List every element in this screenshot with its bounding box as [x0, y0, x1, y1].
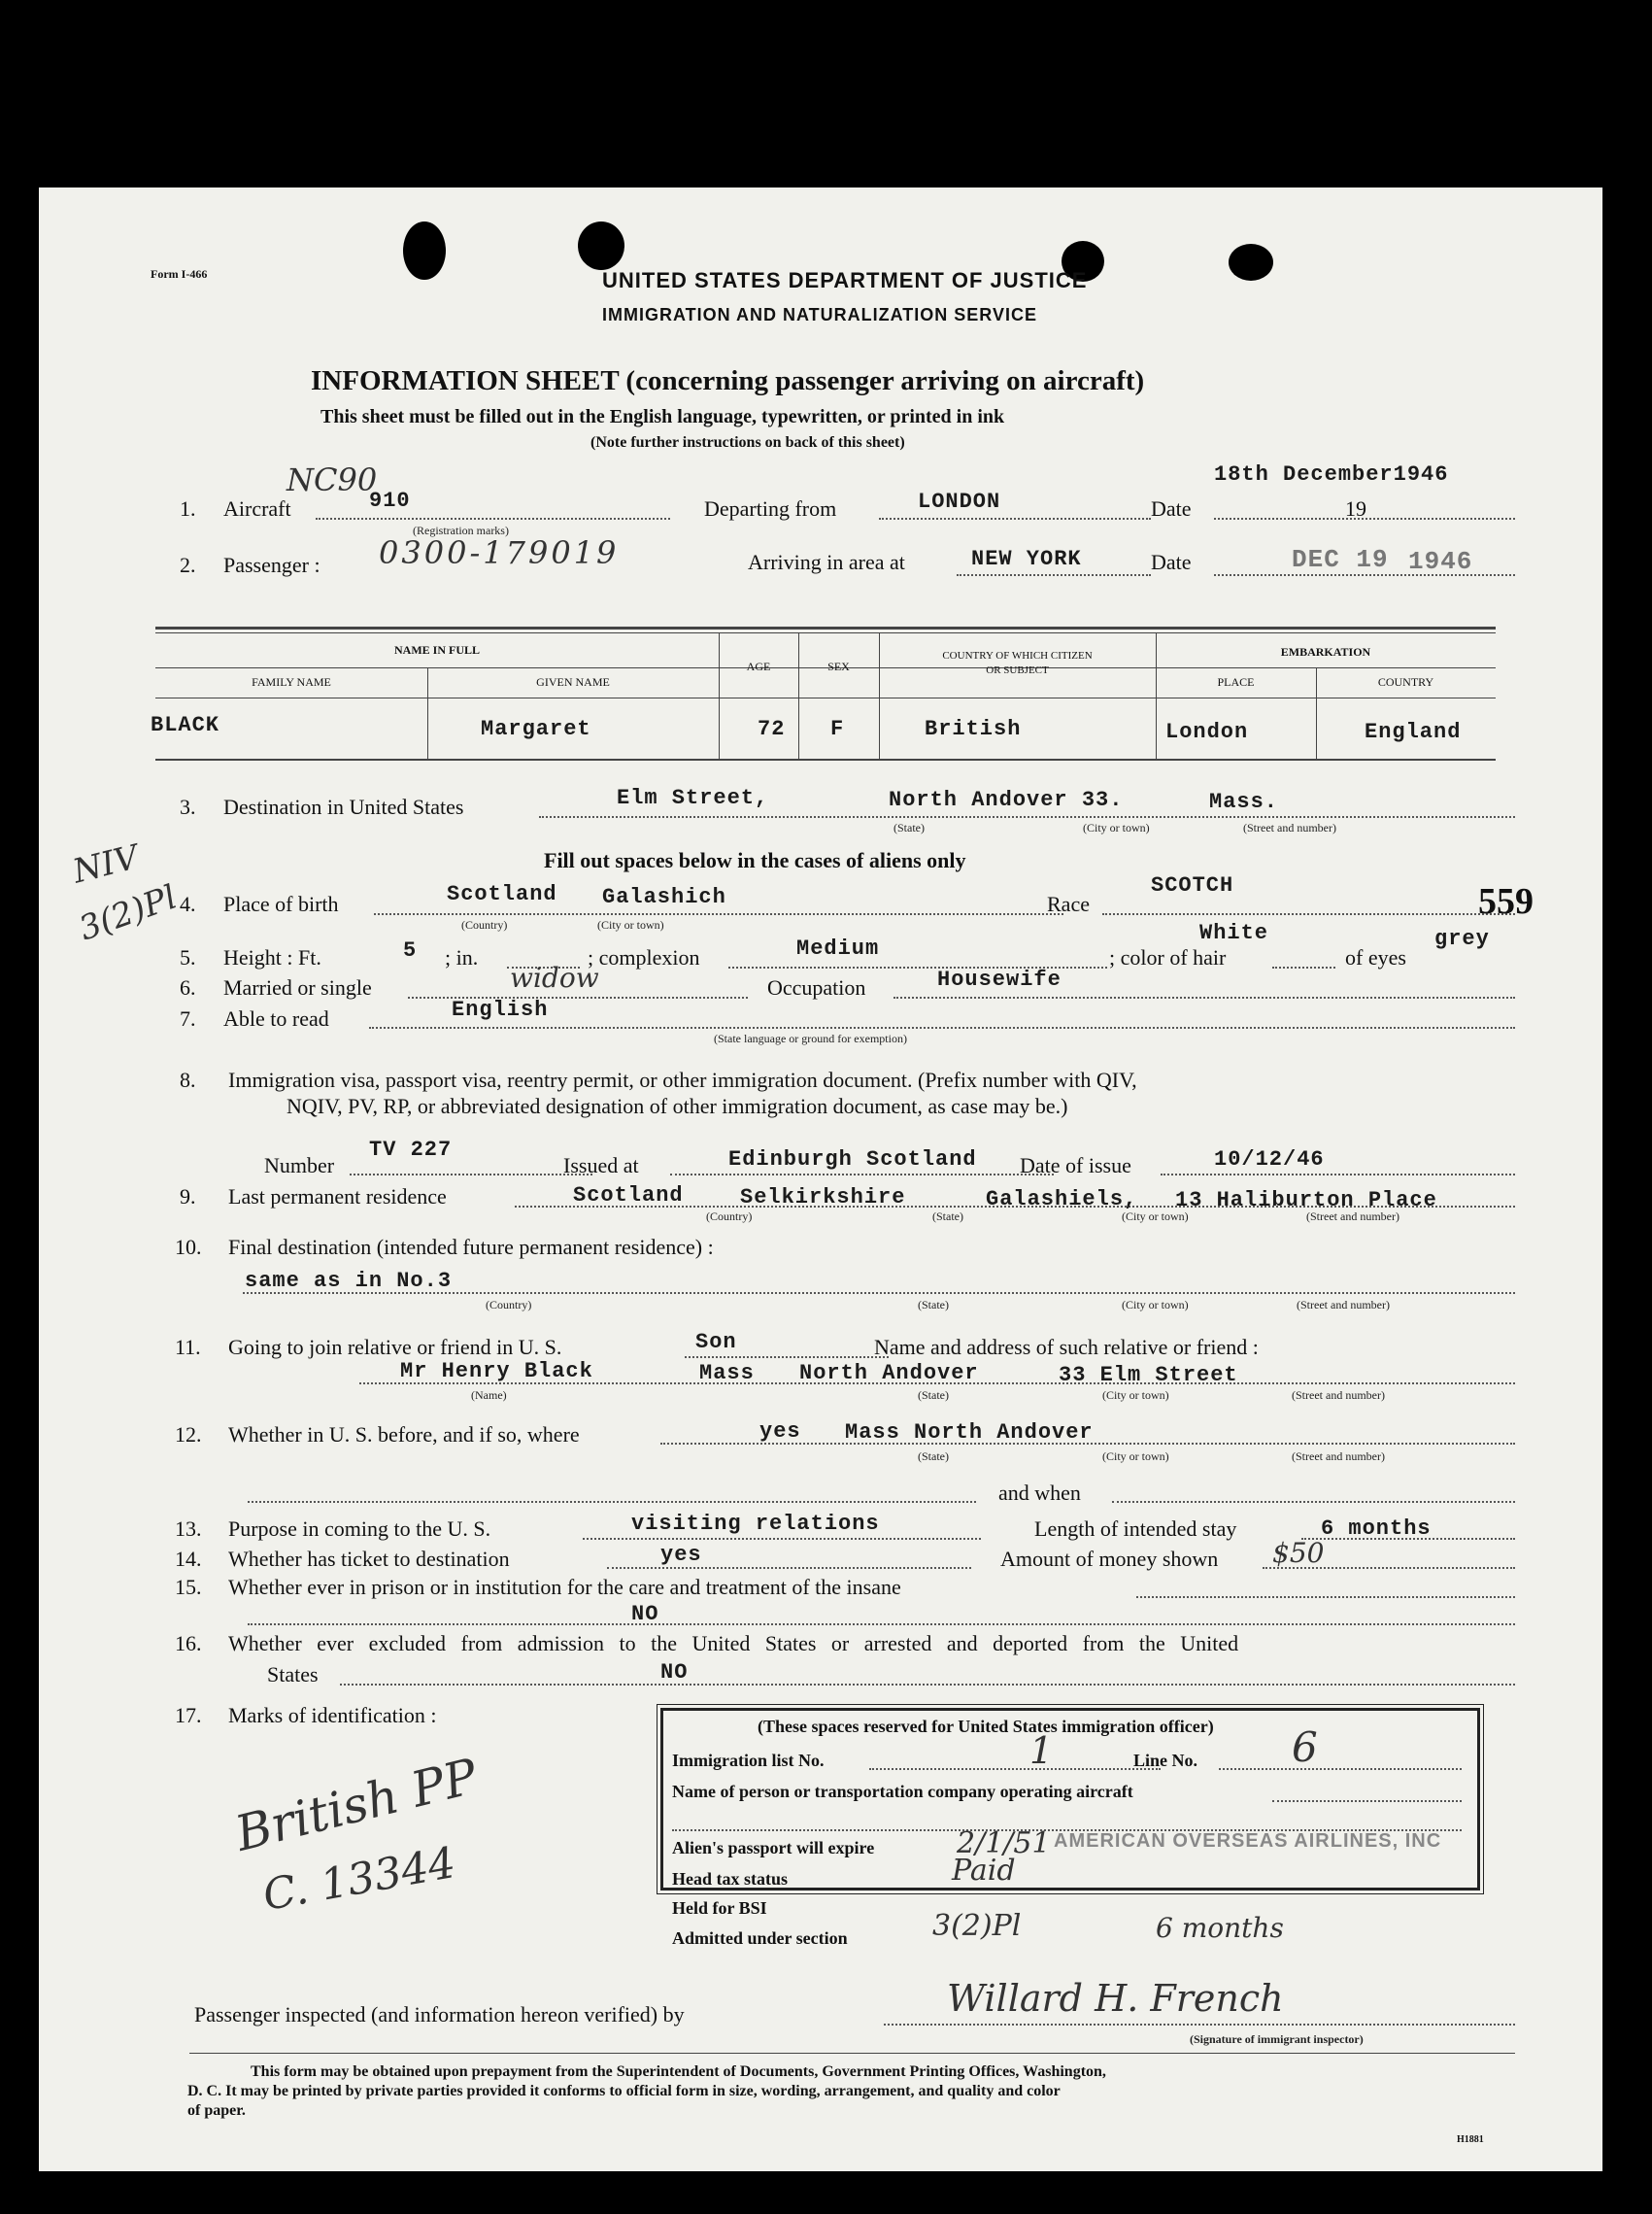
before-label: Whether in U. S. before, and if so, where	[228, 1422, 580, 1447]
service-heading: IMMIGRATION AND NATURALIZATION SERVICE	[602, 305, 1037, 324]
aliens-only-heading: Fill out spaces below in the cases of aliens only	[544, 848, 966, 872]
prison-label: Whether ever in prison or in institution for the care and treatment of the insane	[228, 1575, 901, 1599]
reg-marks-caption: (Registration marks)	[413, 524, 509, 537]
company-label: Name of person or transportation company operating aircraft	[672, 1782, 1133, 1801]
date-issue-value: 10/12/46	[1214, 1147, 1325, 1172]
col-country: COUNTRY	[1377, 675, 1434, 689]
departing-value: LONDON	[918, 490, 1001, 514]
marks-label: Marks of identification :	[228, 1703, 437, 1727]
hair-value: White	[1199, 921, 1269, 945]
name-addr-label: Name and address of such relative or friend :	[874, 1335, 1259, 1359]
country-caption: (Country)	[706, 1209, 753, 1223]
date-label: Date	[1151, 496, 1192, 521]
dest-street: Elm Street,	[617, 786, 769, 810]
passenger-number: 0300-179019	[379, 534, 620, 571]
ticket-label: Whether has ticket to destination	[228, 1547, 510, 1571]
punch-hole	[578, 221, 624, 270]
married-label: Married or single	[223, 975, 372, 1000]
state-caption: (State)	[918, 1298, 949, 1311]
res-state: Selkirkshire	[740, 1185, 906, 1209]
cell-sex: F	[830, 717, 845, 741]
city-caption: (City or town)	[1083, 821, 1150, 835]
birth-city: Galashich	[602, 885, 726, 909]
col-name-in-full: NAME IN FULL	[393, 643, 480, 657]
item-number: 10.	[175, 1235, 202, 1259]
form-number: Form I-466	[151, 267, 208, 281]
col-citizen: COUNTRY OF WHICH CITIZEN	[942, 650, 1093, 662]
line-no-label: Line No.	[1133, 1751, 1198, 1770]
purpose-label: Purpose in coming to the U. S.	[228, 1516, 491, 1541]
married-value: widow	[510, 962, 599, 994]
city-caption: (City or town)	[1122, 1298, 1189, 1311]
issued-label: Issued at	[563, 1153, 639, 1177]
street-caption: (Street and number)	[1243, 821, 1336, 835]
visa-text-1: Immigration visa, passport visa, reentry permit, or other immigration document. (Prefix number with QIV,	[228, 1068, 1137, 1092]
passenger-label: Passenger :	[223, 553, 320, 577]
relative-street: 33 Elm Street	[1059, 1363, 1238, 1387]
head-tax-value: Paid	[952, 1854, 1016, 1888]
margin-note-section: 3(2)Pl	[74, 877, 183, 949]
money-value: $50	[1272, 1537, 1325, 1569]
in-label: ; in.	[445, 945, 479, 970]
page-title: INFORMATION SHEET (concerning passenger arriving on aircraft)	[311, 365, 1145, 396]
state-caption: (State)	[918, 1388, 949, 1402]
prison-value: NO	[631, 1602, 659, 1626]
height-label: Height : Ft.	[223, 945, 321, 970]
race-label: Race	[1047, 892, 1090, 916]
item-number: 1.	[180, 496, 196, 521]
money-label: Amount of money shown	[1000, 1547, 1219, 1571]
read-value: English	[452, 998, 549, 1022]
res-street: 13 Haliburton Place	[1175, 1188, 1437, 1212]
number-label: Number	[264, 1153, 335, 1177]
excluded-label-2: States	[267, 1662, 319, 1686]
relative-state: Mass	[699, 1361, 755, 1385]
inspected-label: Passenger inspected (and information hereon verified) by	[194, 2002, 685, 2027]
company-stamp: AMERICAN OVERSEAS AIRLINES, INC	[1054, 1830, 1442, 1852]
date-issue-label: Date of issue	[1020, 1153, 1131, 1177]
eyes-value: grey	[1434, 927, 1490, 951]
stay-value: 6 months	[1321, 1516, 1432, 1541]
departing-label: Departing from	[704, 496, 837, 521]
excluded-label: Whether ever excluded from admission to the United States or arrested and deported from the United	[228, 1631, 1239, 1655]
department-heading: UNITED STATES DEPARTMENT OF JUSTICE	[602, 268, 1088, 292]
excluded-value: NO	[660, 1660, 689, 1685]
country-caption: (Country)	[486, 1298, 532, 1311]
last-res-label: Last permanent residence	[228, 1184, 447, 1209]
margin-note-niv: NIV	[69, 837, 143, 892]
destination-label: Destination in United States	[223, 795, 464, 819]
street-caption: (Street and number)	[1292, 1449, 1385, 1463]
read-note-caption: (State language or ground for exemption)	[714, 1032, 907, 1045]
list-no-label: Immigration list No.	[672, 1751, 825, 1770]
officer-box-header: (These spaces reserved for United States immigration officer)	[758, 1717, 1214, 1736]
height-ft: 5	[403, 938, 418, 963]
race-value: SCOTCH	[1151, 873, 1234, 898]
bsi-label: Held for BSI	[672, 1898, 767, 1918]
section-value: 3(2)Pl	[932, 1909, 1022, 1943]
item-number: 4.	[180, 892, 196, 916]
name-caption: (Name)	[471, 1388, 507, 1402]
relative-name: Mr Henry Black	[400, 1359, 593, 1383]
state-caption: (State)	[918, 1449, 949, 1463]
city-caption: (City or town)	[597, 918, 664, 932]
complexion-value: Medium	[796, 937, 880, 961]
arrival-year: 1946	[1408, 547, 1473, 576]
arrival-stamp: DEC 19	[1292, 545, 1389, 574]
departure-date: 18th December1946	[1214, 462, 1449, 487]
city-caption: (City or town)	[1122, 1209, 1189, 1223]
item-number: 3.	[180, 795, 196, 819]
col-given-name: GIVEN NAME	[536, 675, 610, 689]
aircraft-label: Aircraft	[223, 496, 291, 521]
col-family-name: FAMILY NAME	[252, 675, 331, 689]
footer-line2: D. C. It may be printed by private parties provided it conforms to official form in size, wording, arrangement, and quality and color	[187, 2083, 1061, 2099]
item-number: 12.	[175, 1422, 202, 1447]
item-number: 16.	[175, 1631, 202, 1655]
signature-caption: (Signature of immigrant inspector)	[1190, 2032, 1364, 2046]
item-number: 13.	[175, 1516, 202, 1541]
inspector-signature: Willard H. French	[947, 1977, 1284, 2020]
dest-city: North Andover 33.	[889, 788, 1124, 812]
punch-hole	[403, 221, 446, 280]
before-where: Mass North Andover	[845, 1420, 1094, 1445]
item-number: 17.	[175, 1703, 202, 1727]
street-caption: (Street and number)	[1297, 1298, 1390, 1311]
expire-value: 2/1/51	[957, 1826, 1051, 1860]
item-number: 5.	[180, 945, 196, 970]
line-no-value: 6	[1292, 1723, 1318, 1771]
expire-label: Alien's passport will expire	[672, 1838, 875, 1857]
street-caption: (Street and number)	[1306, 1209, 1399, 1223]
visa-number: TV 227	[369, 1138, 453, 1162]
city-caption: (City or town)	[1102, 1388, 1169, 1402]
item-number: 6.	[180, 975, 196, 1000]
item-number: 14.	[175, 1547, 202, 1571]
state-caption: (State)	[932, 1209, 963, 1223]
section-note: 6 months	[1156, 1912, 1284, 1944]
birth-label: Place of birth	[223, 892, 339, 916]
section-label: Admitted under section	[672, 1928, 848, 1948]
arriving-value: NEW YORK	[971, 547, 1082, 571]
cell-citizen: British	[925, 717, 1022, 741]
aircraft-handwritten: NC90	[287, 461, 378, 498]
complexion-label: ; complexion	[588, 945, 700, 970]
cell-family-name: BLACK	[151, 713, 220, 737]
issued-at-value: Edinburgh Scotland	[728, 1147, 977, 1172]
city-caption: (City or town)	[1102, 1449, 1169, 1463]
cell-given-name: Margaret	[481, 717, 591, 741]
going-value: Son	[695, 1330, 737, 1354]
col-citizen-2: OR SUBJECT	[986, 664, 1049, 676]
dest-state: Mass.	[1209, 790, 1279, 814]
punch-hole	[1229, 244, 1273, 281]
cell-country: England	[1365, 720, 1462, 744]
relative-city: North Andover	[799, 1361, 979, 1385]
country-caption: (Country)	[461, 918, 508, 932]
eyes-label: of eyes	[1345, 945, 1406, 970]
ticket-value: yes	[660, 1543, 702, 1567]
before-value: yes	[759, 1419, 801, 1444]
final-dest-label: Final destination (intended future permanent residence) :	[228, 1235, 714, 1259]
aircraft-value: 910	[369, 489, 411, 513]
occupation-label: Occupation	[767, 975, 866, 1000]
item-number: 2.	[180, 553, 196, 577]
cell-place: London	[1165, 720, 1249, 744]
list-no-value: 1	[1029, 1729, 1054, 1772]
col-place: PLACE	[1217, 675, 1255, 689]
cell-age: 72	[758, 717, 786, 741]
birth-country: Scotland	[447, 882, 557, 906]
col-embarkation: EMBARKATION	[1280, 645, 1371, 659]
date-label: Date	[1151, 550, 1192, 574]
purpose-value: visiting relations	[631, 1512, 880, 1536]
col-age: AGE	[746, 660, 771, 673]
state-caption: (State)	[893, 821, 925, 835]
note: (Note further instructions on back of this sheet)	[590, 434, 905, 451]
id-marks-line2: C. 13344	[259, 1838, 459, 1921]
year-label: 19	[1345, 496, 1366, 521]
read-label: Able to read	[223, 1006, 329, 1031]
and-when-label: and when	[998, 1481, 1081, 1505]
res-country: Scotland	[573, 1183, 684, 1208]
page-number: 559	[1478, 881, 1534, 922]
res-city: Galashiels,	[986, 1187, 1138, 1211]
visa-text-2: NQIV, PV, RP, or abbreviated designation of other immigration document, as case may be.)	[287, 1094, 1068, 1118]
footer-line3: of paper.	[187, 2102, 246, 2119]
item-number: 7.	[180, 1006, 196, 1031]
hair-label: ; color of hair	[1109, 945, 1227, 970]
street-caption: (Street and number)	[1292, 1388, 1385, 1402]
subtitle: This sheet must be filled out in the English language, typewritten, or printed in ink	[320, 406, 1005, 427]
item-number: 8.	[180, 1068, 196, 1092]
occupation-value: Housewife	[937, 968, 1062, 992]
form-sheet	[39, 187, 1602, 2171]
arriving-label: Arriving in area at	[748, 550, 905, 574]
id-marks-line1: British PP	[229, 1748, 484, 1862]
col-sex: SEX	[827, 660, 850, 673]
final-dest-value: same as in No.3	[245, 1269, 453, 1293]
item-number: 15.	[175, 1575, 202, 1599]
length-label: Length of intended stay	[1034, 1516, 1237, 1541]
head-tax-label: Head tax status	[672, 1869, 789, 1889]
footer-code: H1881	[1457, 2134, 1484, 2145]
footer-line1: This form may be obtained upon prepayment from the Superintendent of Documents, Government Printing Offices, Washington,	[251, 2063, 1106, 2080]
going-label: Going to join relative or friend in U. S.	[228, 1335, 562, 1359]
item-number: 9.	[180, 1184, 196, 1209]
item-number: 11.	[175, 1335, 201, 1359]
